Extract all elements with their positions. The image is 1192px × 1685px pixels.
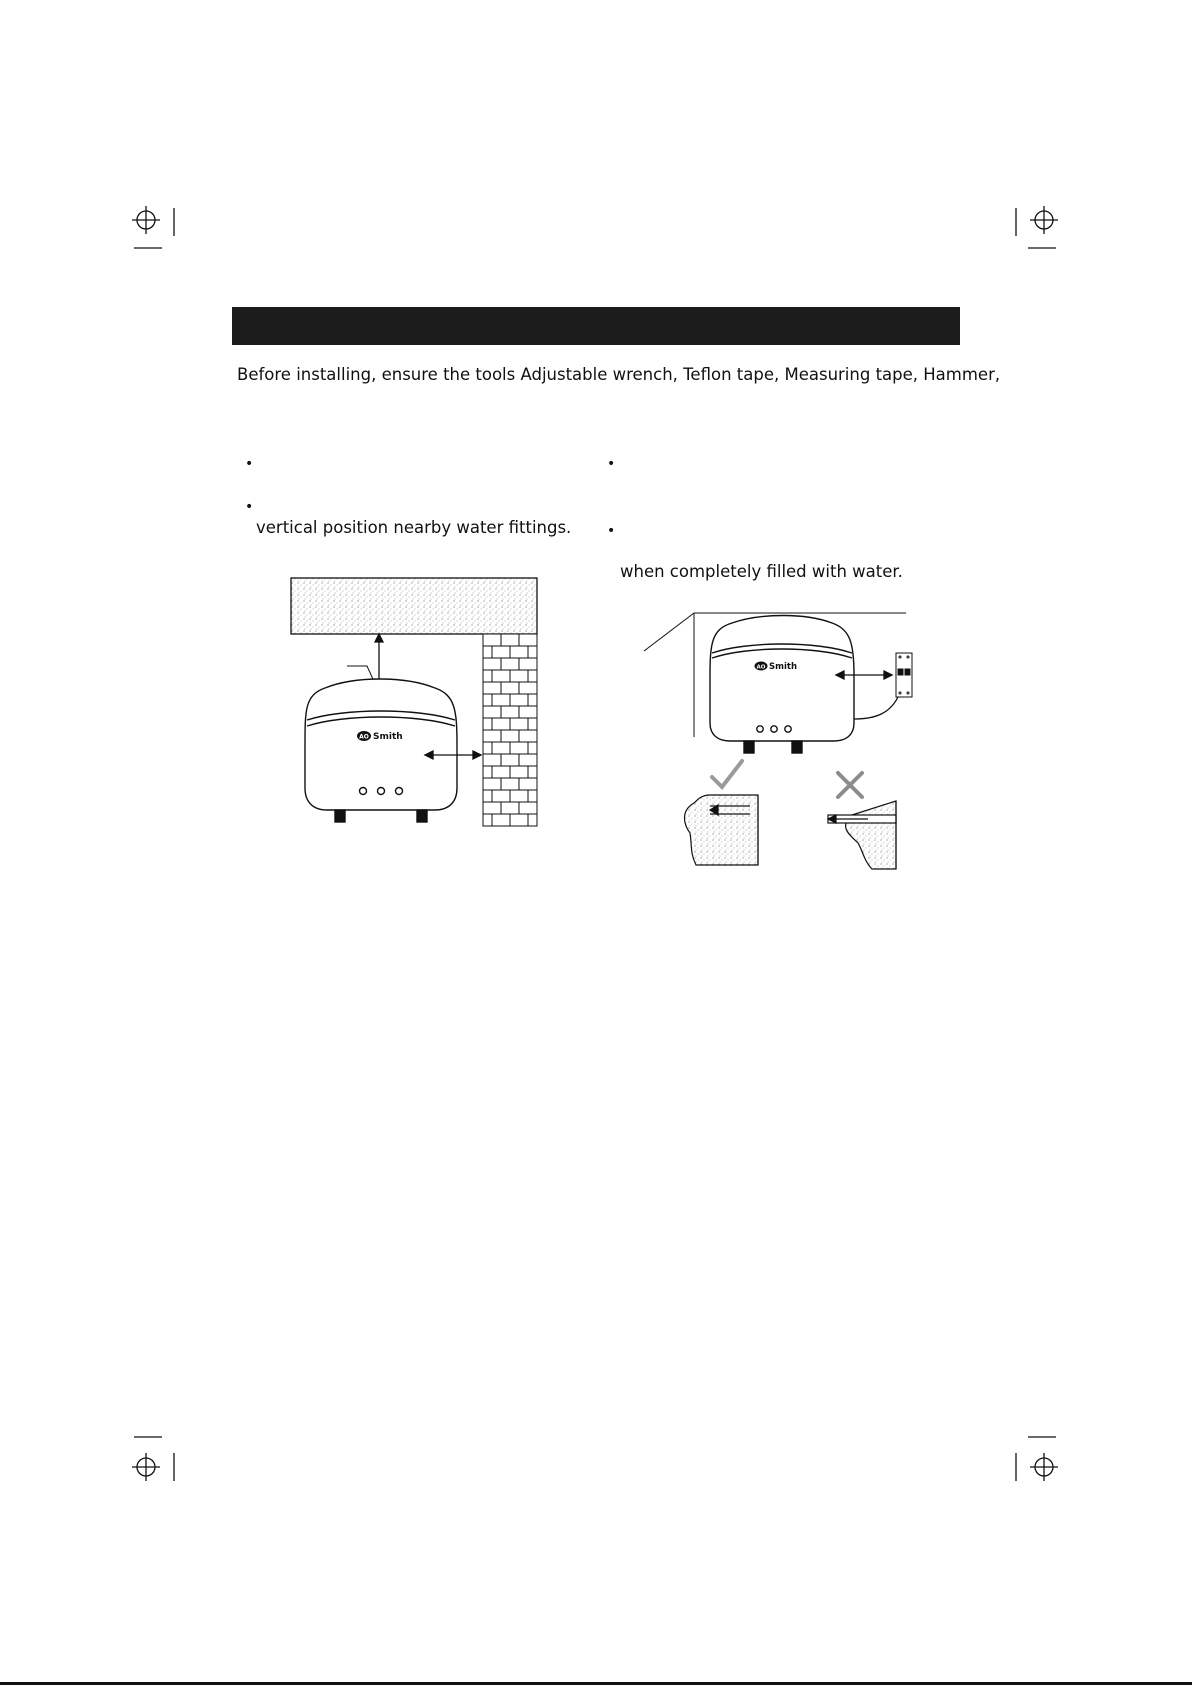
mounting-diagram (640, 605, 920, 875)
power-socket (896, 653, 912, 697)
registration-crosshair-icon (1016, 206, 1058, 248)
registration-crosshair-icon (132, 1437, 174, 1481)
registration-mark-bottom-right (1012, 1425, 1092, 1485)
right-bullet-2: • (607, 523, 616, 539)
registration-mark-bottom-left (130, 1425, 210, 1485)
registration-mark-top-right (1012, 200, 1092, 260)
socket-distance-arrow (836, 671, 892, 679)
correct-anchor-detail (685, 795, 759, 865)
clearance-diagram (285, 570, 545, 840)
section-header-bar (232, 307, 960, 345)
left-bullet-1: • (245, 456, 254, 472)
left-bullet-2-text: vertical position nearby water fittings. (256, 518, 572, 537)
brand-logo (755, 662, 798, 673)
right-bullet-2-text: when completely filled with water. (620, 562, 903, 581)
intro-text: Before installing, ensure the tools Adjustable wrench, Teflon tape, Measuring tape, Hammer, (237, 365, 1001, 384)
ceiling-slab (291, 578, 537, 634)
right-bullet-1: • (607, 456, 616, 472)
brand-label: Smith (769, 662, 798, 672)
water-heater (305, 679, 457, 822)
water-heater (710, 616, 854, 754)
incorrect-anchor-detail (828, 801, 896, 869)
brand-logo (357, 731, 403, 742)
cross-mark-icon (838, 773, 862, 797)
registration-crosshair-icon (132, 206, 174, 248)
power-cord (854, 697, 898, 719)
check-mark-icon (712, 761, 742, 787)
registration-mark-top-left (130, 200, 210, 260)
brick-wall (483, 634, 537, 826)
brand-badge: AO (359, 733, 369, 741)
brand-label: Smith (373, 732, 403, 742)
brand-badge: AO (756, 664, 766, 671)
left-bullet-2: • (245, 499, 254, 515)
registration-crosshair-icon (1016, 1437, 1058, 1481)
